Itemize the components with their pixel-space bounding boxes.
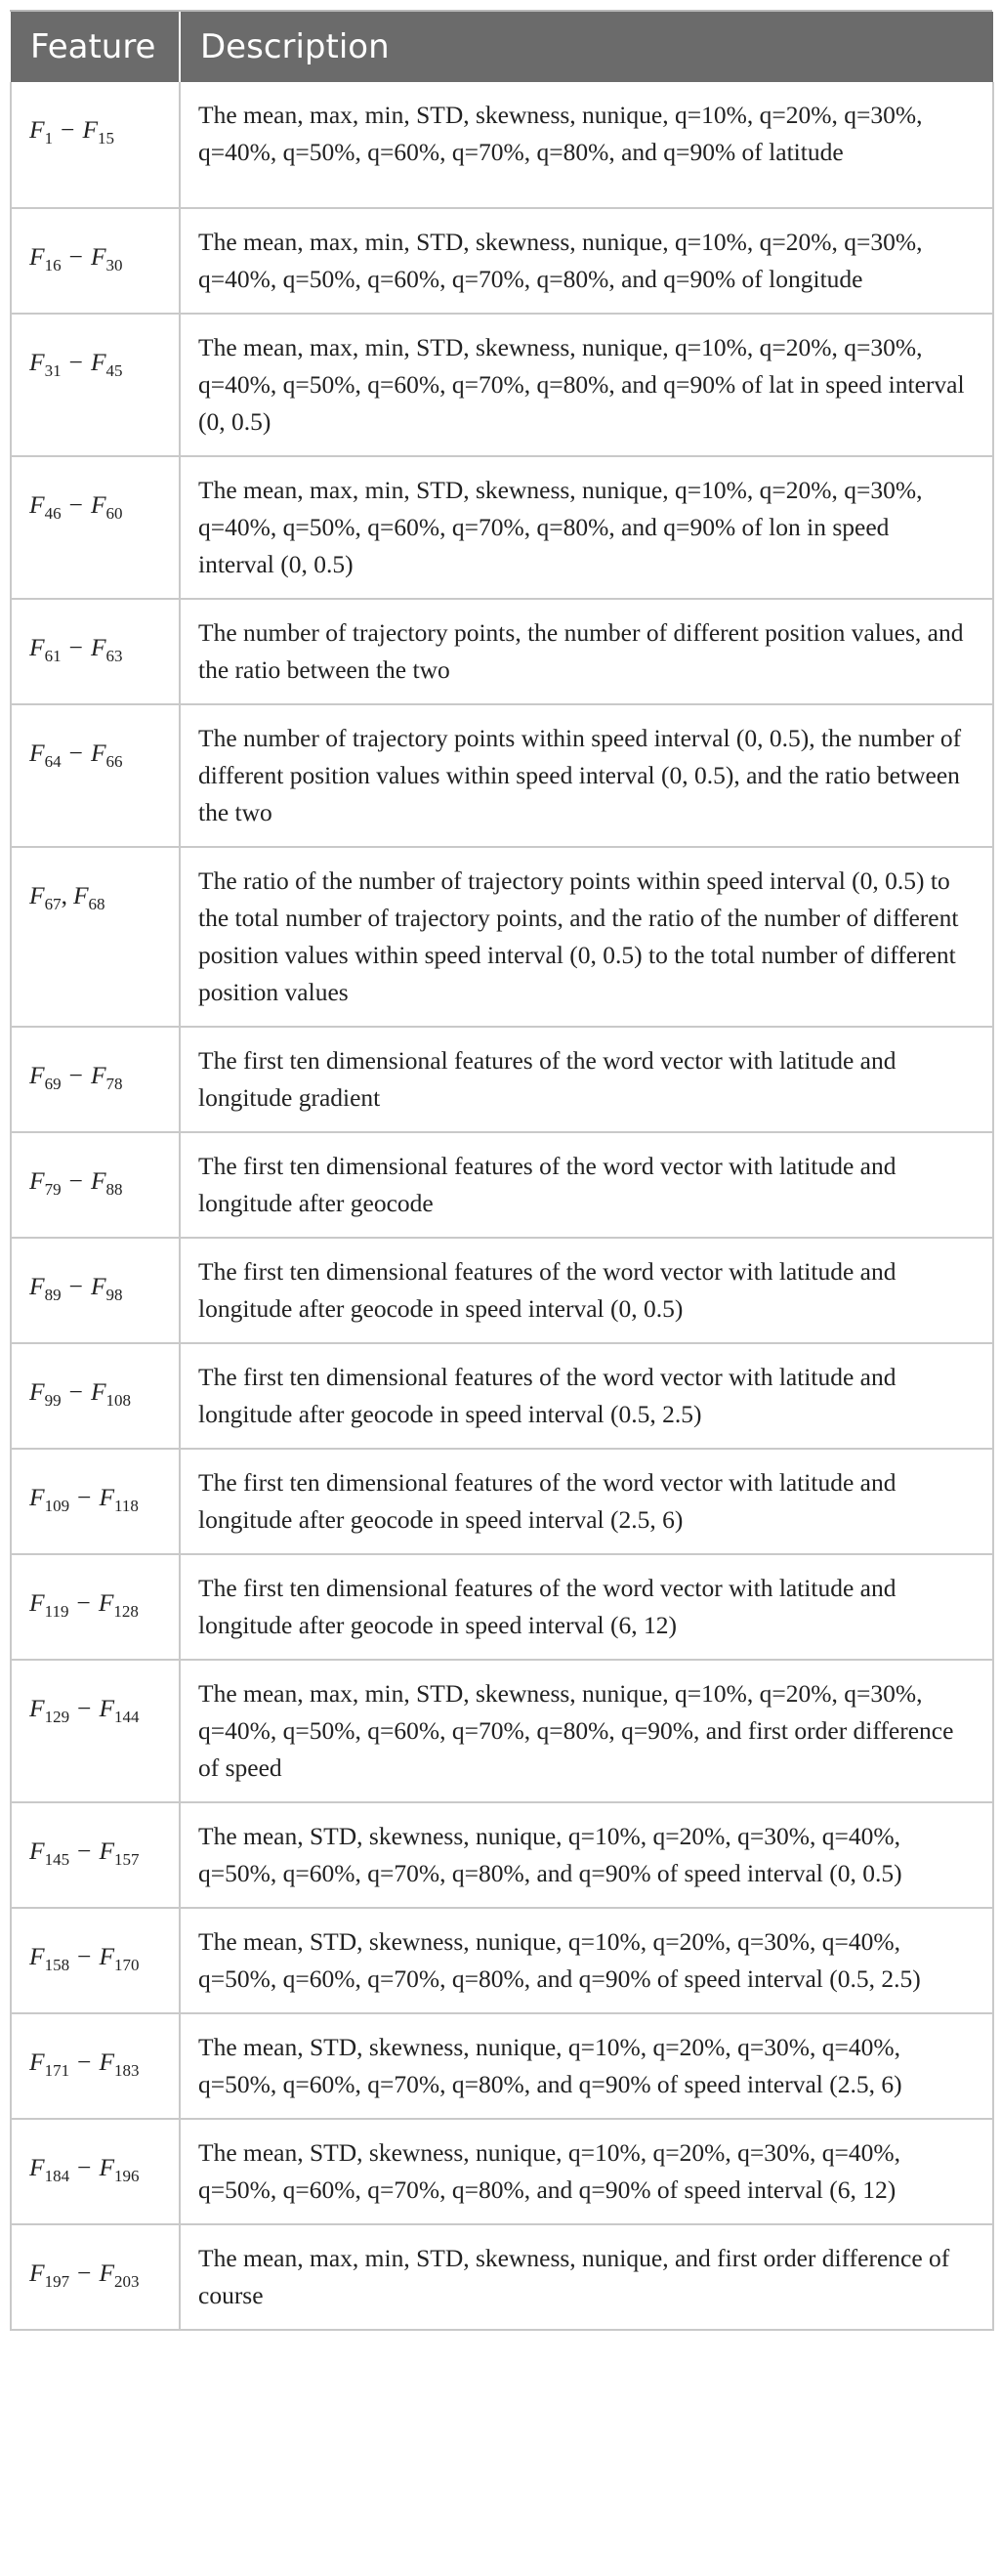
description-cell: The first ten dimensional features of the word vector with latitude and longitude after geocode in speed interval (0, 0.5) — [180, 1238, 993, 1343]
feature-subscript: 15 — [98, 129, 115, 148]
description-cell: The mean, max, min, STD, skewness, nunique, q=10%, q=20%, q=30%, q=40%, q=50%, q=60%, q=70%, q=80%, and q=90% of lat in speed interval (0, 0.5) — [180, 314, 993, 456]
feature-cell — [11, 1132, 180, 1238]
feature-subscript: 158 — [44, 1956, 70, 1974]
feature-symbol: F — [90, 1377, 106, 1406]
table-row — [11, 1554, 993, 1660]
feature-range-separator: − — [68, 490, 83, 519]
feature-range-separator: − — [68, 1061, 83, 1089]
description-cell: The mean, STD, skewness, nunique, q=10%, q=20%, q=30%, q=40%, q=50%, q=60%, q=70%, q=80%, and q=90% of speed interval (0.5, 2.5) — [180, 1908, 993, 2013]
table-row — [11, 314, 993, 456]
feature-symbol: F — [72, 881, 89, 909]
table-row — [11, 1027, 993, 1132]
feature-symbol: F — [90, 739, 106, 767]
feature-symbol: F — [29, 2153, 45, 2181]
table-row — [11, 1343, 993, 1449]
table-body — [11, 82, 993, 2330]
description-cell: The mean, max, min, STD, skewness, nunique, and first order difference of course — [180, 2224, 993, 2330]
feature-symbol: F — [29, 1694, 45, 1722]
feature-range-separator: − — [68, 1272, 83, 1300]
feature-symbol: F — [90, 242, 106, 271]
feature-subscript: 30 — [105, 256, 123, 274]
feature-symbol: F — [90, 348, 106, 376]
feature-symbol: F — [29, 1061, 45, 1089]
feature-symbol: F — [99, 2259, 115, 2287]
table-row — [11, 847, 993, 1027]
feature-range-separator: , — [61, 881, 67, 909]
feature-symbol: F — [29, 115, 45, 144]
description-cell: The number of trajectory points, the number of different position values, and the ratio between the two — [180, 599, 993, 704]
description-cell: The mean, max, min, STD, skewness, nunique, q=10%, q=20%, q=30%, q=40%, q=50%, q=60%, q=70%, q=80%, and q=90% of latitude — [180, 82, 993, 208]
table-row — [11, 704, 993, 847]
feature-symbol: F — [99, 1483, 115, 1511]
feature-subscript: 61 — [44, 647, 62, 665]
feature-cell — [11, 456, 180, 599]
feature-range-separator: − — [61, 115, 75, 144]
feature-subscript: 98 — [105, 1286, 123, 1304]
table-row — [11, 208, 993, 314]
feature-symbol: F — [29, 1942, 45, 1970]
description-cell: The number of trajectory points within speed interval (0, 0.5), the number of different position values within speed interval (0, 0.5), and the ratio between the two — [180, 704, 993, 847]
description-cell: The mean, max, min, STD, skewness, nunique, q=10%, q=20%, q=30%, q=40%, q=50%, q=60%, q=70%, q=80%, q=90%, and first order difference of speed — [180, 1660, 993, 1802]
feature-cell — [11, 1343, 180, 1449]
feature-symbol: F — [90, 1061, 106, 1089]
feature-symbol: F — [99, 2048, 115, 2076]
feature-subscript: 144 — [114, 1708, 140, 1726]
feature-subscript: 1 — [44, 129, 54, 148]
feature-cell — [11, 2224, 180, 2330]
feature-subscript: 60 — [105, 504, 123, 523]
feature-cell — [11, 704, 180, 847]
feature-cell — [11, 1908, 180, 2013]
feature-subscript: 63 — [105, 647, 123, 665]
feature-symbol: F — [98, 1588, 114, 1617]
feature-cell — [11, 314, 180, 456]
feature-symbol: F — [99, 2153, 115, 2181]
feature-symbol: F — [29, 1272, 45, 1300]
feature-cell — [11, 82, 180, 208]
table-row — [11, 1132, 993, 1238]
feature-symbol: F — [90, 1166, 106, 1195]
description-cell: The mean, max, min, STD, skewness, nunique, q=10%, q=20%, q=30%, q=40%, q=50%, q=60%, q=70%, q=80%, and q=90% of longitude — [180, 208, 993, 314]
feature-range-separator: − — [68, 739, 83, 767]
table-row — [11, 1802, 993, 1908]
feature-symbol: F — [29, 1166, 45, 1195]
feature-range-separator: − — [77, 1483, 92, 1511]
feature-cell — [11, 1027, 180, 1132]
feature-subscript: 31 — [44, 361, 62, 380]
table-row — [11, 2013, 993, 2119]
header-description: Description — [180, 12, 993, 82]
feature-symbol: F — [29, 348, 45, 376]
feature-symbol: F — [90, 1272, 106, 1300]
table-row — [11, 82, 993, 208]
feature-symbol: F — [82, 115, 99, 144]
feature-range-separator: − — [77, 2259, 92, 2287]
description-cell: The ratio of the number of trajectory points within speed interval (0, 0.5) to the total number of trajectory points, and the ratio of the number of different position values within speed interval (0, 0.5) to the total number of different position values — [180, 847, 993, 1027]
feature-subscript: 157 — [114, 1850, 140, 1869]
feature-cell — [11, 208, 180, 314]
feature-symbol: F — [29, 490, 45, 519]
feature-range-separator: − — [77, 2153, 92, 2181]
feature-symbol: F — [29, 1377, 45, 1406]
feature-subscript: 119 — [44, 1602, 69, 1621]
feature-subscript: 68 — [88, 895, 105, 913]
description-cell: The first ten dimensional features of the word vector with latitude and longitude gradient — [180, 1027, 993, 1132]
feature-range-separator: − — [68, 633, 83, 661]
description-cell: The mean, max, min, STD, skewness, nunique, q=10%, q=20%, q=30%, q=40%, q=50%, q=60%, q=70%, q=80%, and q=90% of lon in speed interval (0, 0.5) — [180, 456, 993, 599]
description-cell: The mean, STD, skewness, nunique, q=10%, q=20%, q=30%, q=40%, q=50%, q=60%, q=70%, q=80%, and q=90% of speed interval (0, 0.5) — [180, 1802, 993, 1908]
description-cell: The first ten dimensional features of the word vector with latitude and longitude after geocode in speed interval (6, 12) — [180, 1554, 993, 1660]
feature-range-separator: − — [77, 1942, 92, 1970]
feature-range-separator: − — [77, 2048, 92, 2076]
feature-subscript: 69 — [44, 1075, 62, 1093]
table-row — [11, 2224, 993, 2330]
feature-subscript: 67 — [44, 895, 62, 913]
feature-range-separator: − — [77, 1694, 92, 1722]
feature-subscript: 89 — [44, 1286, 62, 1304]
feature-symbol: F — [29, 881, 45, 909]
feature-cell — [11, 1449, 180, 1554]
feature-subscript: 197 — [44, 2272, 70, 2291]
table-row — [11, 1449, 993, 1554]
description-cell: The first ten dimensional features of the word vector with latitude and longitude after geocode in speed interval (0.5, 2.5) — [180, 1343, 993, 1449]
header-feature: Feature — [11, 12, 180, 82]
feature-subscript: 46 — [44, 504, 62, 523]
description-cell: The first ten dimensional features of the word vector with latitude and longitude after geocode — [180, 1132, 993, 1238]
feature-symbol: F — [29, 2048, 45, 2076]
feature-symbol: F — [29, 242, 45, 271]
feature-cell — [11, 1660, 180, 1802]
feature-subscript: 16 — [44, 256, 62, 274]
table-row — [11, 1908, 993, 2013]
feature-subscript: 109 — [44, 1497, 70, 1515]
feature-subscript: 145 — [44, 1850, 70, 1869]
feature-subscript: 128 — [113, 1602, 139, 1621]
table-row — [11, 1660, 993, 1802]
feature-subscript: 66 — [105, 752, 123, 771]
feature-subscript: 171 — [44, 2061, 70, 2080]
feature-cell — [11, 2013, 180, 2119]
feature-cell — [11, 847, 180, 1027]
feature-subscript: 64 — [44, 752, 62, 771]
feature-symbol: F — [90, 490, 106, 519]
table-row — [11, 599, 993, 704]
description-cell: The mean, STD, skewness, nunique, q=10%, q=20%, q=30%, q=40%, q=50%, q=60%, q=70%, q=80%, and q=90% of speed interval (6, 12) — [180, 2119, 993, 2224]
feature-symbol: F — [29, 739, 45, 767]
feature-symbol: F — [29, 1837, 45, 1865]
feature-range-separator: − — [68, 348, 83, 376]
feature-cell — [11, 2119, 180, 2224]
feature-symbol: F — [99, 1942, 115, 1970]
feature-range-separator: − — [77, 1837, 92, 1865]
table-row — [11, 2119, 993, 2224]
description-cell: The mean, STD, skewness, nunique, q=10%, q=20%, q=30%, q=40%, q=50%, q=60%, q=70%, q=80%, and q=90% of speed interval (2.5, 6) — [180, 2013, 993, 2119]
table-row — [11, 1238, 993, 1343]
feature-subscript: 203 — [114, 2272, 140, 2291]
header-row — [11, 12, 993, 82]
feature-symbol: F — [29, 633, 45, 661]
feature-symbol: F — [29, 1588, 45, 1617]
feature-cell — [11, 1802, 180, 1908]
feature-table-container — [10, 10, 992, 2331]
feature-subscript: 45 — [105, 361, 123, 380]
feature-table — [10, 12, 994, 2331]
feature-range-separator: − — [76, 1588, 91, 1617]
feature-cell — [11, 599, 180, 704]
feature-range-separator: − — [68, 1377, 83, 1406]
feature-subscript: 196 — [114, 2167, 140, 2185]
table-row — [11, 456, 993, 599]
feature-subscript: 129 — [44, 1708, 70, 1726]
feature-symbol: F — [90, 633, 106, 661]
feature-cell — [11, 1554, 180, 1660]
feature-subscript: 118 — [114, 1497, 139, 1515]
feature-symbol: F — [29, 1483, 45, 1511]
feature-subscript: 184 — [44, 2167, 70, 2185]
feature-cell — [11, 1238, 180, 1343]
feature-range-separator: − — [68, 242, 83, 271]
feature-subscript: 78 — [105, 1075, 123, 1093]
table-header — [11, 12, 993, 82]
feature-symbol: F — [99, 1694, 115, 1722]
feature-subscript: 79 — [44, 1180, 62, 1199]
feature-subscript: 88 — [105, 1180, 123, 1199]
feature-symbol: F — [29, 2259, 45, 2287]
feature-subscript: 183 — [114, 2061, 140, 2080]
feature-subscript: 108 — [105, 1391, 132, 1410]
feature-subscript: 170 — [114, 1956, 140, 1974]
feature-subscript: 99 — [44, 1391, 62, 1410]
feature-symbol: F — [99, 1837, 115, 1865]
description-cell: The first ten dimensional features of the word vector with latitude and longitude after geocode in speed interval (2.5, 6) — [180, 1449, 993, 1554]
feature-range-separator: − — [68, 1166, 83, 1195]
